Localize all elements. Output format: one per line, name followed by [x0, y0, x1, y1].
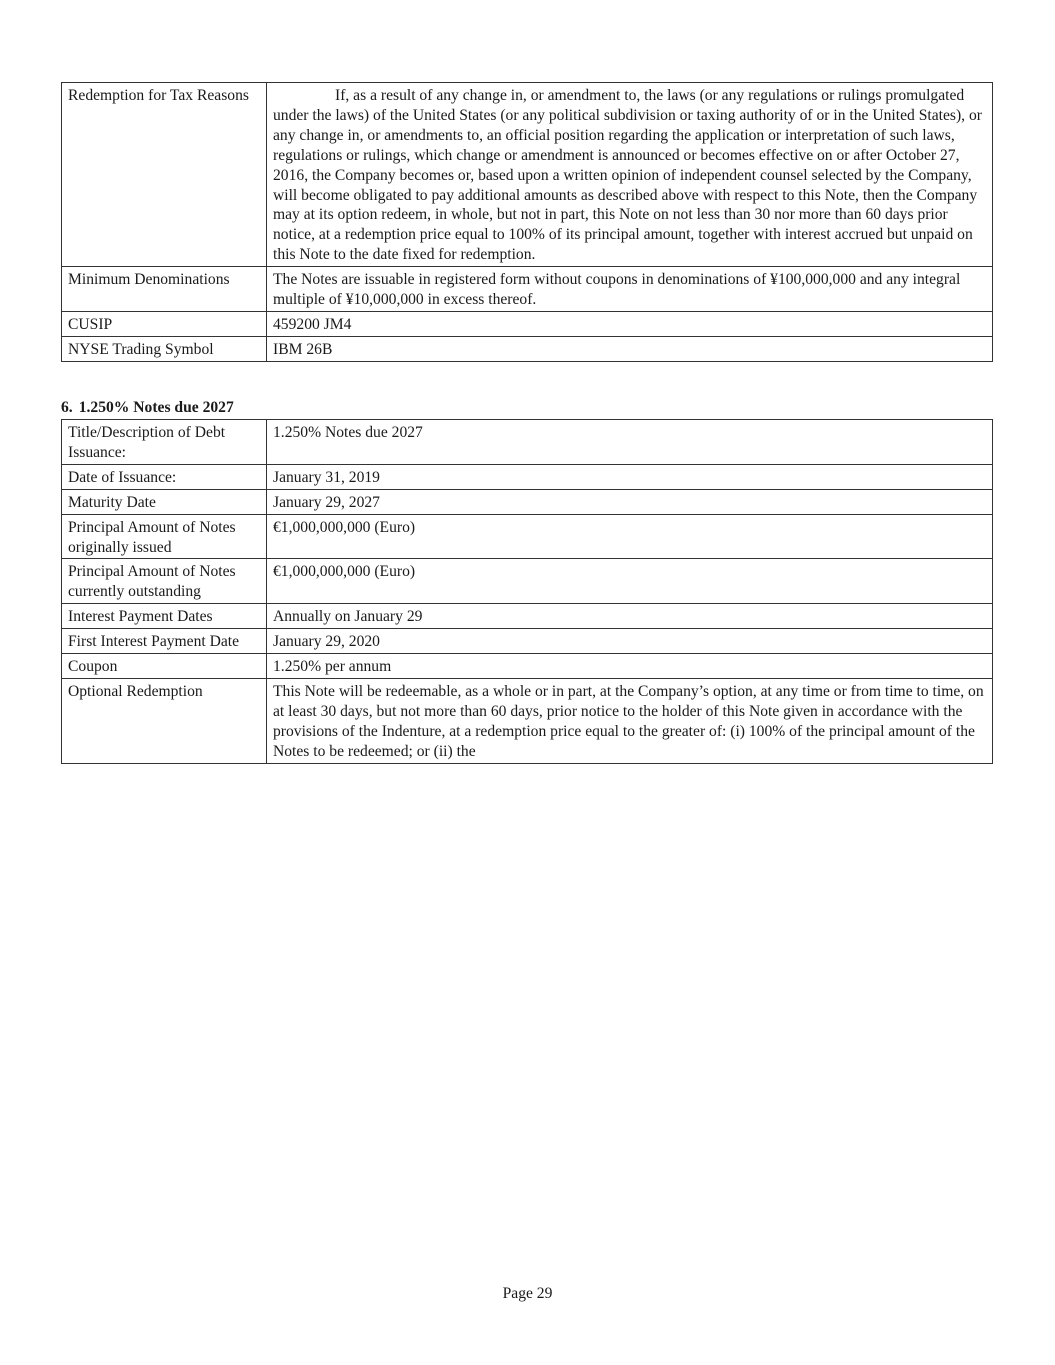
table-row — [62, 559, 993, 604]
row-label: First Interest Payment Date — [62, 629, 267, 654]
row-label: CUSIP — [62, 311, 267, 336]
table-row — [62, 311, 993, 336]
section-heading — [61, 398, 234, 418]
row-value: January 31, 2019 — [267, 464, 993, 489]
row-value — [267, 83, 993, 267]
notes-terms-table — [61, 419, 993, 764]
table-row — [62, 489, 993, 514]
table-row — [62, 678, 993, 763]
row-label: Minimum Denominations — [62, 267, 267, 312]
section-number: 6. — [61, 399, 73, 416]
row-value: 1.250% Notes due 2027 — [267, 420, 993, 465]
row-label: Redemption for Tax Reasons — [62, 83, 267, 267]
row-label: NYSE Trading Symbol — [62, 336, 267, 361]
row-value: €1,000,000,000 (Euro) — [267, 559, 993, 604]
page-number: Page 29 — [502, 1285, 553, 1302]
table-row — [62, 336, 993, 361]
redemption-terms-table — [61, 82, 993, 362]
table-row — [62, 420, 993, 465]
row-value: IBM 26B — [267, 336, 993, 361]
table-row — [62, 604, 993, 629]
table-row — [62, 629, 993, 654]
row-value: Annually on January 29 — [267, 604, 993, 629]
row-label: Interest Payment Dates — [62, 604, 267, 629]
table-row — [62, 654, 993, 679]
row-value: 459200 JM4 — [267, 311, 993, 336]
row-value: 1.250% per annum — [267, 654, 993, 679]
table-row — [62, 514, 993, 559]
row-value: The Notes are issuable in registered form without coupons in denominations of ¥100,000,000 and any integral multiple of ¥10,000,000 in excess thereof. — [267, 267, 993, 312]
row-label: Principal Amount of Notes currently outstanding — [62, 559, 267, 604]
table-row — [62, 464, 993, 489]
row-label: Coupon — [62, 654, 267, 679]
table-row — [62, 83, 993, 267]
section-title: 1.250% Notes due 2027 — [78, 399, 234, 416]
row-value: January 29, 2020 — [267, 629, 993, 654]
table-row — [62, 267, 993, 312]
row-label: Maturity Date — [62, 489, 267, 514]
row-value: January 29, 2027 — [267, 489, 993, 514]
row-label: Principal Amount of Notes originally issued — [62, 514, 267, 559]
row-value: €1,000,000,000 (Euro) — [267, 514, 993, 559]
row-label: Title/Description of Debt Issuance: — [62, 420, 267, 465]
row-value: This Note will be redeemable, as a whole or in part, at the Company’s option, at any time or from time to time, on at least 30 days, but not more than 60 days, prior notice to the holder of this Note given in accordance with the provisions of the Indenture, at a redemption price equal to the greater of: (i) 100% of the principal amount of the Notes to be redeemed; or (ii) the — [267, 678, 993, 763]
redemption-for-tax-reasons-text: If, as a result of any change in, or amendment to, the laws (or any regulations or rulings promulgated under the laws) of the United States (or any political subdivision or taxing authority of or in the United States), or any change in, or amendments to, an official position regarding the application or interpretation of such laws, regulations or rulings, which change or amendment is announced or becomes effective on or after October 27, 2016, the Company becomes or, based upon a written opinion of independent counsel selected by the Company, will become obligated to pay additional amounts as described above with respect to this Note, then the Company may at its option redeem, in whole, but not in part, this Note on not less than 30 nor more than 60 days prior notice, at a redemption price equal to 100% of its principal amount, together with interest accrued but unpaid on this Note to the date fixed for redemption. — [273, 87, 982, 264]
row-label: Optional Redemption — [62, 678, 267, 763]
row-label: Date of Issuance: — [62, 464, 267, 489]
